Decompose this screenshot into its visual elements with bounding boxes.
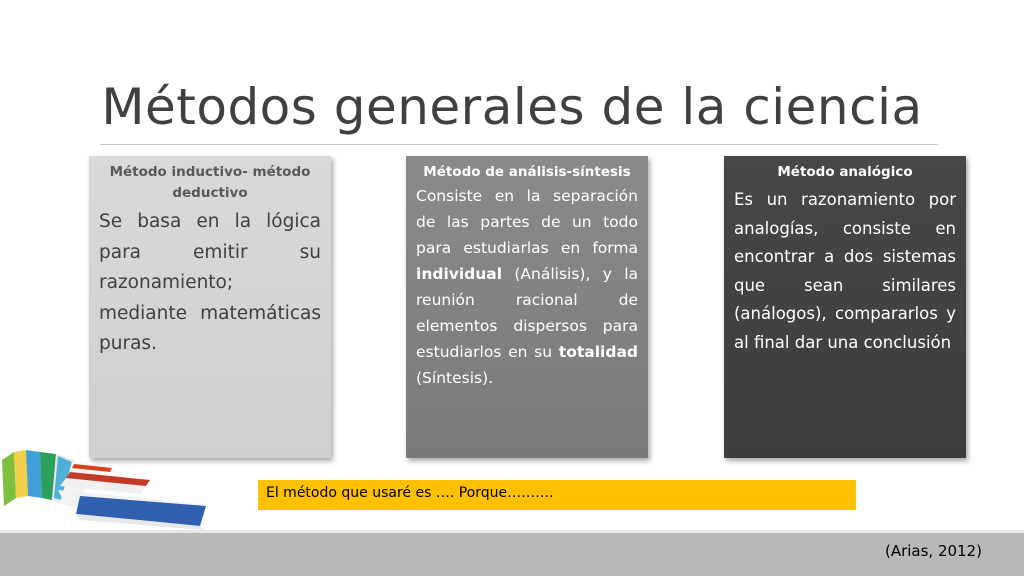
card-body-bold: individual bbox=[416, 265, 503, 283]
card-inductive-deductive bbox=[89, 156, 331, 458]
card-analysis-synthesis bbox=[406, 156, 648, 458]
card-body: Se basa en la lógica para emitir su razonamiento; mediante matemáticas puras. bbox=[99, 211, 321, 354]
card-body-bold: totalidad bbox=[558, 343, 638, 361]
card-body-text: (Análisis), y la reunión racional de elementos dispersos para estudiarlos en su bbox=[416, 265, 638, 361]
title-divider bbox=[100, 144, 938, 145]
slide-title: Métodos generales de la ciencia bbox=[101, 78, 923, 136]
method-question-bar: El método que usaré es …. Porque………. bbox=[258, 480, 856, 510]
card-analogical bbox=[724, 156, 966, 458]
citation: (Arias, 2012) bbox=[884, 542, 982, 560]
card-body-text: Consiste en la separación de las partes de un todo para estudiarlas en forma bbox=[416, 187, 638, 257]
card-heading: Método analógico bbox=[777, 164, 913, 180]
card-body-text: (Síntesis). bbox=[416, 369, 494, 387]
card-heading: Método de análisis-síntesis bbox=[423, 164, 631, 180]
footer-bar bbox=[0, 533, 1024, 576]
card-heading: Método inductivo- método deductivo bbox=[109, 164, 311, 201]
card-body bbox=[416, 183, 638, 391]
card-body: Es un razonamiento por analogías, consiste en encontrar a dos sistemas que sean similares (análogos), compararlos y al final dar una conclusión bbox=[734, 190, 956, 352]
books-illustration bbox=[0, 440, 230, 535]
